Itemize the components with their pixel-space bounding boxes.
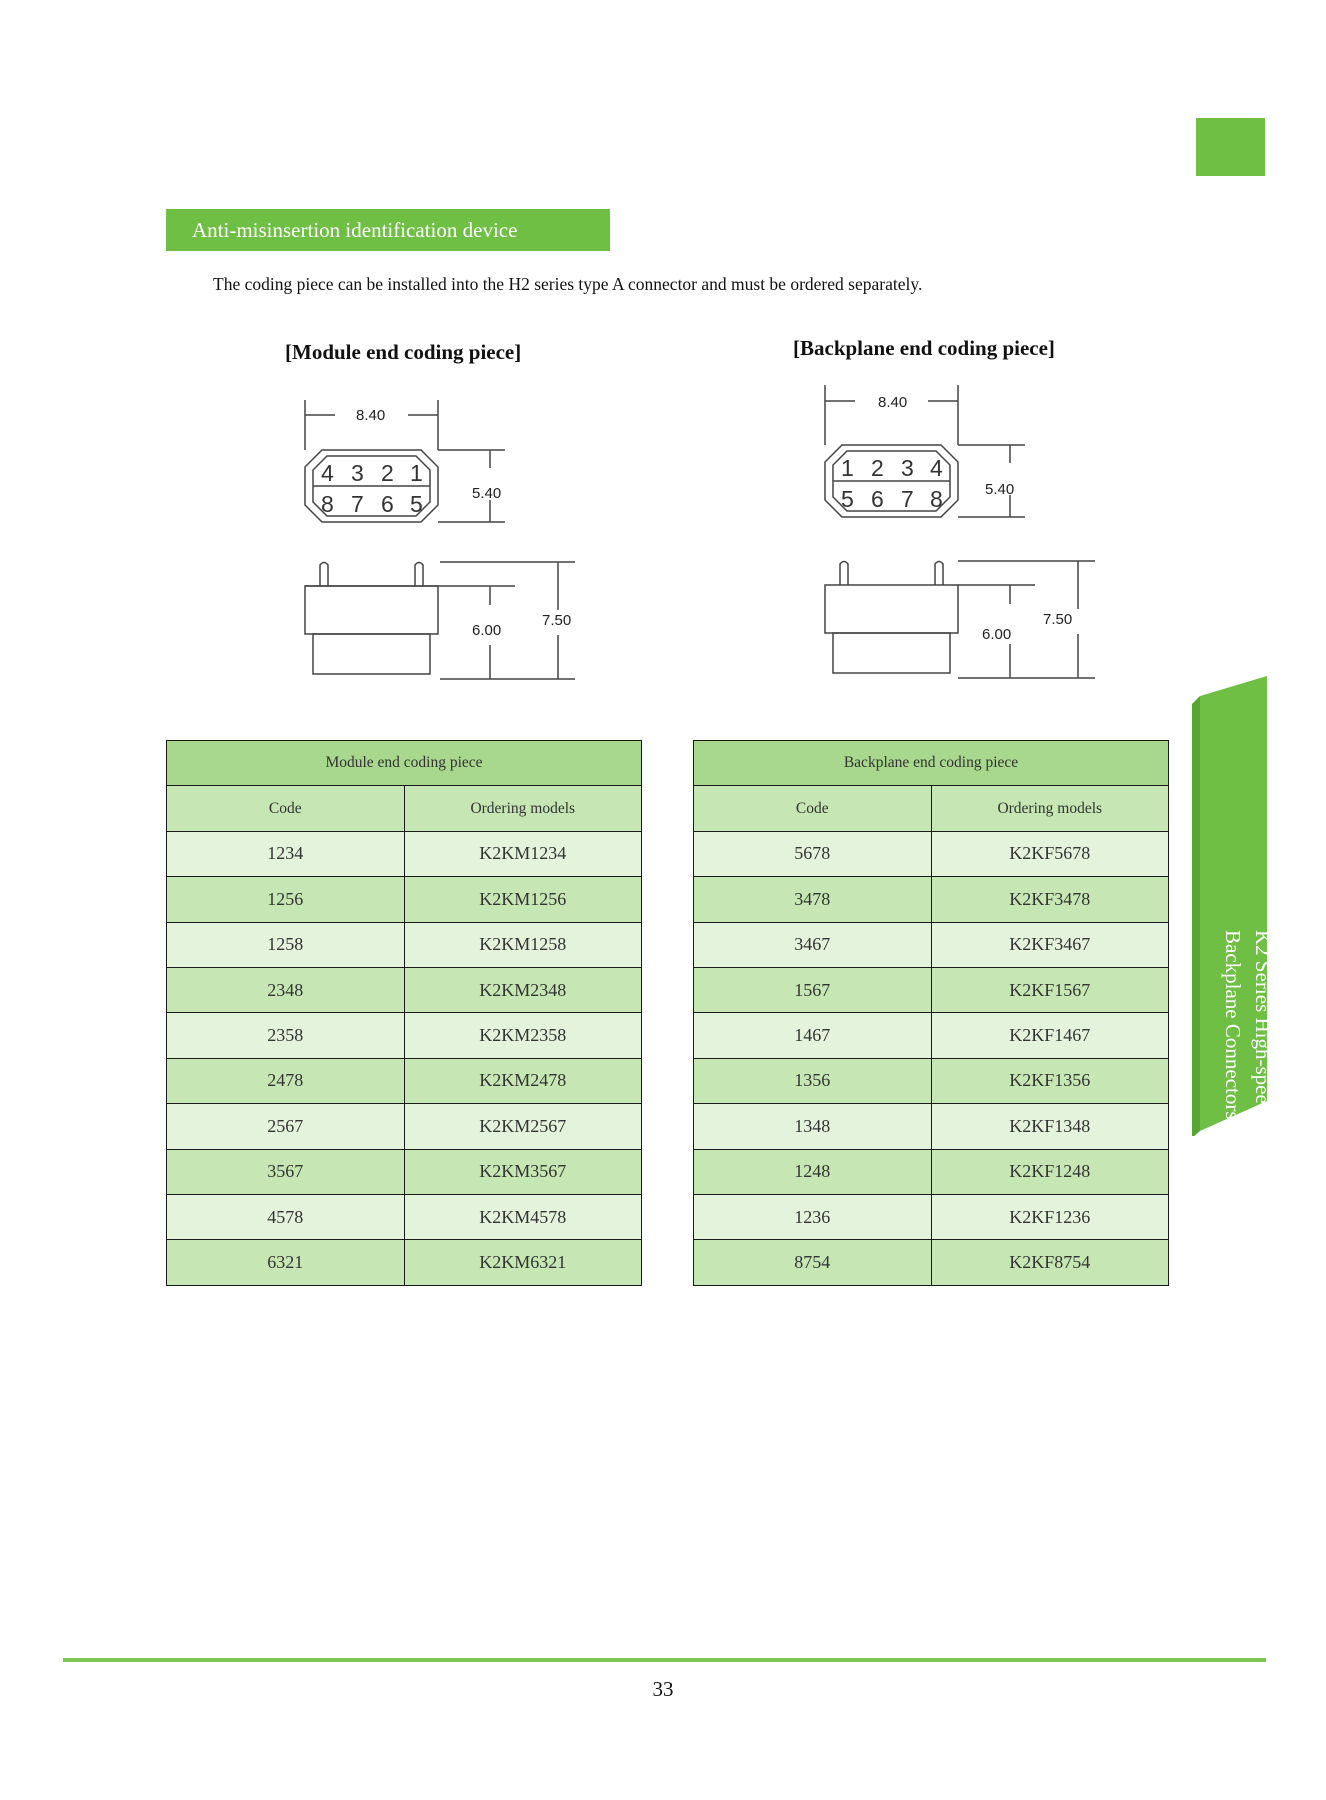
code-cell: 2567 <box>167 1104 405 1149</box>
table-row <box>694 922 1169 967</box>
pin-number: 1 <box>841 455 854 481</box>
table-row <box>167 1149 642 1194</box>
module-coding-table <box>166 740 642 1286</box>
model-cell: K2KF1348 <box>931 1104 1169 1149</box>
code-cell: 1234 <box>167 831 405 876</box>
module-dim-width: 8.40 <box>356 407 386 424</box>
code-cell: 3478 <box>694 877 932 922</box>
backplane-dim-height: 5.40 <box>985 481 1015 498</box>
table-row <box>694 1104 1169 1149</box>
corner-tab-block <box>1196 118 1265 176</box>
backplane-coding-table <box>693 740 1169 1286</box>
code-cell: 1356 <box>694 1058 932 1103</box>
code-cell: 1258 <box>167 922 405 967</box>
module-dim-height: 5.40 <box>472 485 502 502</box>
table-caption: Backplane end coding piece <box>694 741 1169 786</box>
side-tab-line-1: K2 Series High-speed <box>1251 930 1275 1115</box>
pin-number: 6 <box>381 491 394 517</box>
pin-number: 3 <box>351 460 364 486</box>
code-cell: 6321 <box>167 1240 405 1285</box>
model-cell: K2KF1356 <box>931 1058 1169 1103</box>
table-row <box>694 1013 1169 1058</box>
table-row <box>167 1104 642 1149</box>
model-cell: K2KM2567 <box>404 1104 642 1149</box>
model-cell: K2KF1236 <box>931 1194 1169 1239</box>
table-row <box>694 1058 1169 1103</box>
model-cell: K2KM4578 <box>404 1194 642 1239</box>
model-cell: K2KM1234 <box>404 831 642 876</box>
model-cell: K2KF3467 <box>931 922 1169 967</box>
table-caption: Module end coding piece <box>167 741 642 786</box>
intro-text: The coding piece can be installed into the H2 series type A connector and must be ordered separately. <box>213 274 923 294</box>
pin-number: 7 <box>901 486 914 512</box>
code-cell: 1236 <box>694 1194 932 1239</box>
code-cell: 2358 <box>167 1013 405 1058</box>
pin-number: 2 <box>871 455 884 481</box>
pin-number: 8 <box>321 491 334 517</box>
model-cell: K2KF3478 <box>931 877 1169 922</box>
column-header-ordering-models: Ordering models <box>404 786 642 831</box>
table-row <box>694 1194 1169 1239</box>
column-header-code: Code <box>167 786 405 831</box>
table-row <box>694 1240 1169 1285</box>
table-row <box>167 1194 642 1239</box>
code-cell: 1256 <box>167 877 405 922</box>
model-cell: K2KM1256 <box>404 877 642 922</box>
module-diagram-title: [Module end coding piece] <box>285 340 522 364</box>
model-cell: K2KM2348 <box>404 967 642 1012</box>
model-cell: K2KM2478 <box>404 1058 642 1103</box>
pin-number: 5 <box>841 486 854 512</box>
backplane-dim-width: 8.40 <box>878 394 908 411</box>
code-cell: 1467 <box>694 1013 932 1058</box>
model-cell: K2KF8754 <box>931 1240 1169 1285</box>
module-coding-piece-drawing <box>290 390 590 690</box>
backplane-coding-piece-drawing <box>810 385 1110 685</box>
backplane-diagram-title: [Backplane end coding piece] <box>793 336 1055 360</box>
model-cell: K2KF1567 <box>931 967 1169 1012</box>
table-row <box>694 1149 1169 1194</box>
column-header-ordering-models: Ordering models <box>931 786 1169 831</box>
pin-number: 4 <box>321 460 334 486</box>
pin-number: 8 <box>930 486 943 512</box>
pin-number: 1 <box>410 460 423 486</box>
backplane-dim-total: 7.50 <box>1043 611 1073 628</box>
model-cell: K2KF1467 <box>931 1013 1169 1058</box>
pin-number: 3 <box>901 455 914 481</box>
pin-number: 7 <box>351 491 364 517</box>
code-cell: 1567 <box>694 967 932 1012</box>
code-cell: 1348 <box>694 1104 932 1149</box>
footer-divider <box>63 1658 1266 1662</box>
model-cell: K2KM1258 <box>404 922 642 967</box>
table-row <box>694 967 1169 1012</box>
pin-number: 2 <box>381 460 394 486</box>
section-title: Anti-misinsertion identification device <box>166 209 610 251</box>
backplane-dim-body: 6.00 <box>982 626 1012 643</box>
code-cell: 8754 <box>694 1240 932 1285</box>
table-row <box>694 831 1169 876</box>
pin-number: 4 <box>930 455 943 481</box>
model-cell: K2KF1248 <box>931 1149 1169 1194</box>
table-row <box>167 1240 642 1285</box>
pin-number: 6 <box>871 486 884 512</box>
code-cell: 3467 <box>694 922 932 967</box>
module-dim-total: 7.50 <box>542 612 572 629</box>
table-row <box>167 922 642 967</box>
table-row <box>167 967 642 1012</box>
model-cell: K2KM6321 <box>404 1240 642 1285</box>
pin-number: 5 <box>410 491 423 517</box>
table-row <box>167 1013 642 1058</box>
model-cell: K2KM2358 <box>404 1013 642 1058</box>
model-cell: K2KF5678 <box>931 831 1169 876</box>
table-row <box>694 877 1169 922</box>
code-cell: 3567 <box>167 1149 405 1194</box>
code-cell: 5678 <box>694 831 932 876</box>
page-number: 33 <box>652 1677 674 1701</box>
table-row <box>167 831 642 876</box>
model-cell: K2KM3567 <box>404 1149 642 1194</box>
column-header-code: Code <box>694 786 932 831</box>
table-row <box>167 877 642 922</box>
side-tab-line-2: Backplane Connectors <box>1221 930 1245 1120</box>
module-dim-body: 6.00 <box>472 622 502 639</box>
code-cell: 2478 <box>167 1058 405 1103</box>
code-cell: 2348 <box>167 967 405 1012</box>
side-tab-label <box>1218 930 1278 1130</box>
table-row <box>167 1058 642 1103</box>
code-cell: 1248 <box>694 1149 932 1194</box>
code-cell: 4578 <box>167 1194 405 1239</box>
